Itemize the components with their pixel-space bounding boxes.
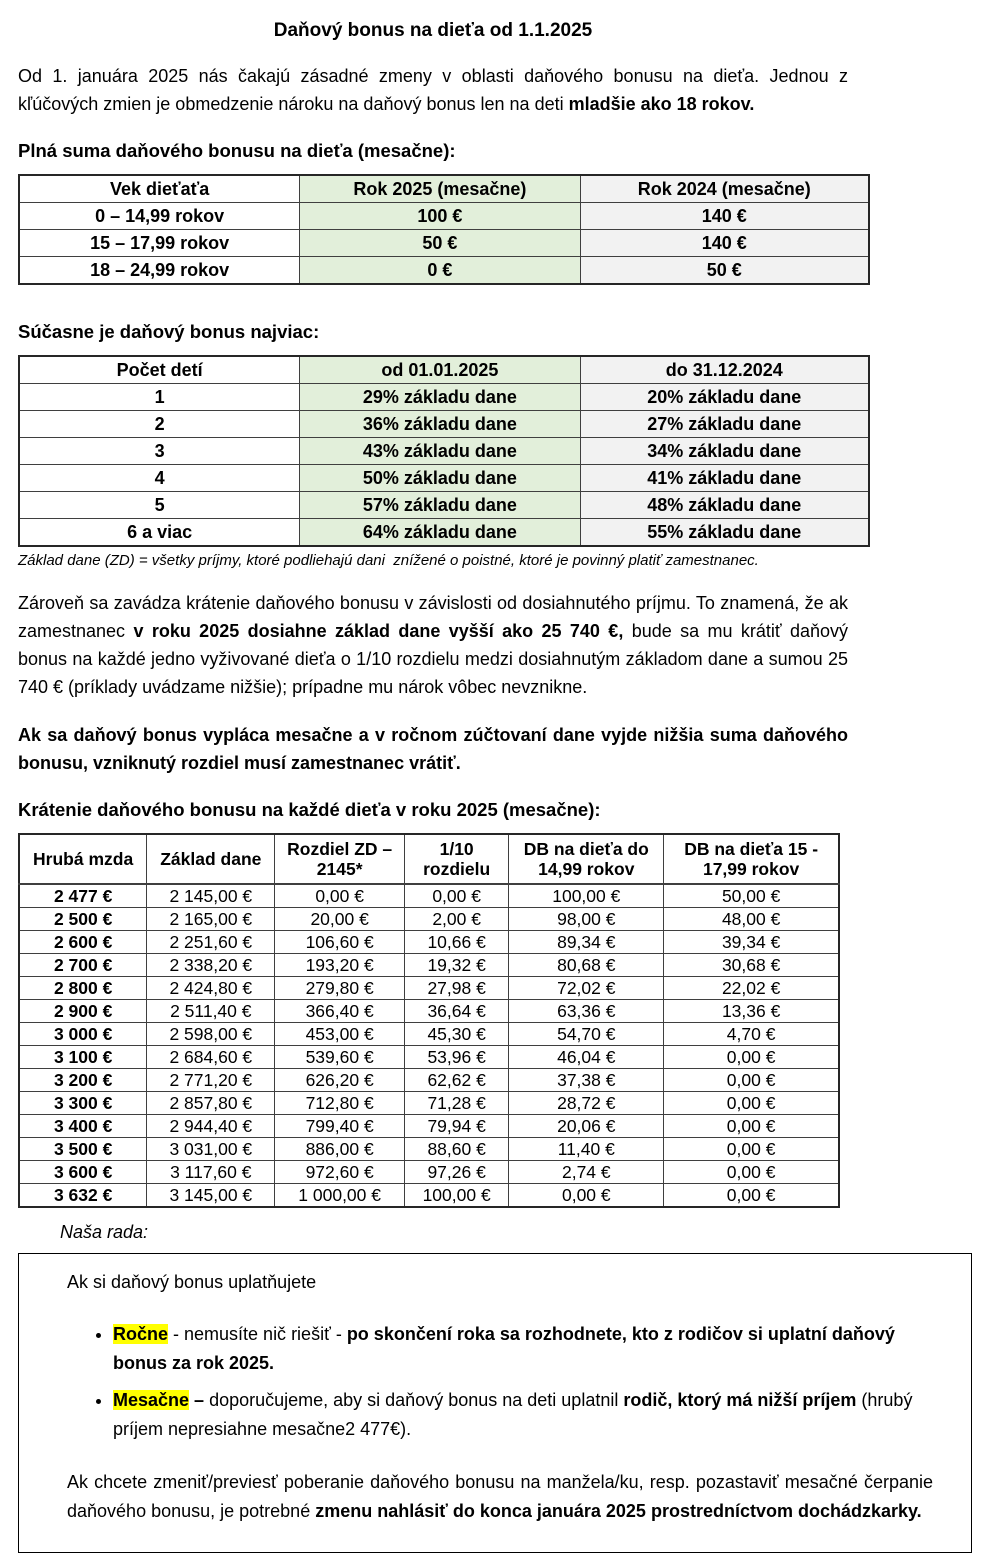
table-cell: 50,00 € — [664, 884, 839, 908]
table-row — [19, 492, 869, 519]
table-cell: 4 — [19, 465, 300, 492]
table-cell: 3 300 € — [19, 1092, 147, 1115]
table-cell: 28,72 € — [509, 1092, 664, 1115]
table-cell: 39,34 € — [664, 931, 839, 954]
table-cell: 3 500 € — [19, 1138, 147, 1161]
table-cell: 3 145,00 € — [147, 1184, 275, 1208]
table-cell: 0,00 € — [275, 884, 405, 908]
column-header-cell: Rozdiel ZD – 2145* — [275, 834, 405, 884]
table-cell: 0,00 € — [664, 1069, 839, 1092]
table-cell: 0,00 € — [664, 1115, 839, 1138]
table-cell: 62,62 € — [404, 1069, 508, 1092]
table-row — [19, 908, 839, 931]
refund-warning-paragraph: Ak sa daňový bonus vypláca mesačne a v ročnom zúčtovaní dane vyjde nižšia suma daňového bonusu, vzniknutý rozdiel musí zamestnanec vrátiť. — [18, 725, 848, 773]
monthly-highlight: Mesačne — [113, 1390, 190, 1410]
table-cell: 98,00 € — [509, 908, 664, 931]
yearly-text-normal: - nemusíte nič riešiť - — [168, 1324, 347, 1344]
table-row — [19, 954, 839, 977]
table-cell: 45,30 € — [404, 1023, 508, 1046]
column-header-cell: DB na dieťa do 14,99 rokov — [509, 834, 664, 884]
table-cell: 0 – 14,99 rokov — [19, 203, 300, 230]
table-row — [19, 1023, 839, 1046]
table-row — [19, 438, 869, 465]
table-cell: 18 – 24,99 rokov — [19, 257, 300, 285]
reduction-intro-paragraph — [18, 589, 848, 701]
table-cell: 2 424,80 € — [147, 977, 275, 1000]
table-cell: 100 € — [300, 203, 580, 230]
table-cell: 279,80 € — [275, 977, 405, 1000]
table-cell: 3 600 € — [19, 1161, 147, 1184]
table-cell: 10,66 € — [404, 931, 508, 954]
table-cell: 57% základu dane — [300, 492, 580, 519]
table-cell: 2 684,60 € — [147, 1046, 275, 1069]
table-cell: 2 944,40 € — [147, 1115, 275, 1138]
table-cell: 799,40 € — [275, 1115, 405, 1138]
table-cell: 3 031,00 € — [147, 1138, 275, 1161]
table-row — [19, 1069, 839, 1092]
reduction-text-normal-2: bude sa mu krátiť daňový bonus na každé jedno vyživované dieťa o 1/10 rozdielu medzi dosiahnutým základom dane a sumou 25 740 € (príklady uvádzame nižšie); prípadne mu nárok vôbec nevznikne. — [18, 621, 849, 697]
advice-box — [18, 1253, 972, 1553]
table-cell: 2 338,20 € — [147, 954, 275, 977]
table-cell: 71,28 € — [404, 1092, 508, 1115]
table-row — [19, 465, 869, 492]
advice-list — [67, 1320, 947, 1444]
table-cell: 22,02 € — [664, 977, 839, 1000]
table-cell: 2 857,80 € — [147, 1092, 275, 1115]
column-header-cell: do 31.12.2024 — [580, 356, 869, 384]
advice-item-yearly — [113, 1320, 947, 1378]
table-cell: 46,04 € — [509, 1046, 664, 1069]
monthly-text-normal-2: (hrubý príjem nepresiahne mesačne2 477€). — [113, 1390, 913, 1439]
table-cell: 13,36 € — [664, 1000, 839, 1023]
column-header-cell: Počet detí — [19, 356, 300, 384]
table-cell: 27% základu dane — [580, 411, 869, 438]
section-heading-percentages: Súčasne je daňový bonus najviac: — [18, 321, 320, 342]
table-cell: 0,00 € — [664, 1046, 839, 1069]
table-row — [19, 1184, 839, 1208]
full-amount-table — [18, 174, 870, 285]
table-cell: 100,00 € — [404, 1184, 508, 1208]
table-row — [19, 1161, 839, 1184]
table-cell: 0,00 € — [664, 1161, 839, 1184]
table-cell: 48,00 € — [664, 908, 839, 931]
column-header-cell: od 01.01.2025 — [300, 356, 580, 384]
table-cell: 0,00 € — [664, 1184, 839, 1208]
advice-item-monthly — [113, 1386, 947, 1444]
column-header-cell: Základ dane — [147, 834, 275, 884]
monthly-dash-bold: – — [189, 1390, 210, 1410]
table-cell: 3 100 € — [19, 1046, 147, 1069]
table-cell: 20% základu dane — [580, 384, 869, 411]
table-cell: 34% základu dane — [580, 438, 869, 465]
table-cell: 0,00 € — [404, 884, 508, 908]
table-row — [19, 1138, 839, 1161]
percentages-table-body — [19, 384, 869, 547]
table-cell: 4,70 € — [664, 1023, 839, 1046]
table-cell: 20,06 € — [509, 1115, 664, 1138]
table-cell: 0 € — [300, 257, 580, 285]
advice-closing-paragraph — [67, 1468, 933, 1526]
table-cell: 0,00 € — [664, 1138, 839, 1161]
table-row — [19, 203, 869, 230]
table-row — [19, 884, 839, 908]
table-cell: 106,60 € — [275, 931, 405, 954]
table-cell: 27,98 € — [404, 977, 508, 1000]
table-cell: 3 200 € — [19, 1069, 147, 1092]
table-cell: 55% základu dane — [580, 519, 869, 547]
table-cell: 80,68 € — [509, 954, 664, 977]
advice-intro: Ak si daňový bonus uplatňujete — [67, 1272, 317, 1292]
intro-text-normal: Od 1. januára 2025 nás čakajú zásadné zmeny v oblasti daňového bonusu na dieťa. Jednou z kľúčových zmien je obmedzenie nároku na daňový bonus len na deti — [18, 66, 848, 114]
table-cell: 1 — [19, 384, 300, 411]
table-cell: 97,26 € — [404, 1161, 508, 1184]
table-cell: 140 € — [580, 203, 869, 230]
yearly-highlight: Ročne — [113, 1324, 169, 1344]
table-cell: 2,74 € — [509, 1161, 664, 1184]
table-cell: 2 700 € — [19, 954, 147, 977]
table-cell: 712,80 € — [275, 1092, 405, 1115]
table-cell: 2 800 € — [19, 977, 147, 1000]
column-header-cell: Hrubá mzda — [19, 834, 147, 884]
reduction-table-head — [19, 834, 839, 884]
percentages-table — [18, 355, 870, 547]
header-row — [19, 356, 869, 384]
table-row — [19, 384, 869, 411]
table-cell: 140 € — [580, 230, 869, 257]
table-cell: 6 a viac — [19, 519, 300, 547]
table-cell: 886,00 € — [275, 1138, 405, 1161]
table-cell: 50 € — [300, 230, 580, 257]
closing-text-normal: Ak chcete zmeniť/previesť poberanie daňového bonusu na manžela/ku, resp. pozastaviť mesačné čerpanie daňového bonusu, je potrebné — [67, 1472, 933, 1521]
table-cell: 193,20 € — [275, 954, 405, 977]
table-cell: 100,00 € — [509, 884, 664, 908]
table-cell: 88,60 € — [404, 1138, 508, 1161]
table-row — [19, 931, 839, 954]
header-row — [19, 834, 839, 884]
table-row — [19, 519, 869, 547]
table-cell: 72,02 € — [509, 977, 664, 1000]
table-row — [19, 1000, 839, 1023]
closing-text-bold: zmenu nahlásiť do konca januára 2025 prostredníctvom dochádzkarky. — [315, 1501, 922, 1521]
table-cell: 64% základu dane — [300, 519, 580, 547]
column-header-cell: DB na dieťa 15 - 17,99 rokov — [664, 834, 839, 884]
table-cell: 2 251,60 € — [147, 931, 275, 954]
table-row — [19, 977, 839, 1000]
table-cell: 626,20 € — [275, 1069, 405, 1092]
table-cell: 15 – 17,99 rokov — [19, 230, 300, 257]
advice-label: Naša rada: — [60, 1222, 149, 1242]
table-cell: 2 165,00 € — [147, 908, 275, 931]
table-cell: 1 000,00 € — [275, 1184, 405, 1208]
reduction-text-normal-1: Zároveň sa zavádza krátenie daňového bonusu v závislosti od dosiahnutého príjmu. To znamená, že ak zamestnanec — [18, 593, 848, 641]
table-cell: 63,36 € — [509, 1000, 664, 1023]
table-row — [19, 257, 869, 285]
table-cell: 36% základu dane — [300, 411, 580, 438]
section-heading-full-amount: Plná suma daňového bonusu na dieťa (mesačne): — [18, 140, 456, 161]
monthly-text-bold: rodič, ktorý má nižší príjem — [623, 1390, 857, 1410]
table-cell: 79,94 € — [404, 1115, 508, 1138]
table-cell: 3 117,60 € — [147, 1161, 275, 1184]
table-cell: 2 145,00 € — [147, 884, 275, 908]
table-row — [19, 1115, 839, 1138]
table-cell: 2 600 € — [19, 931, 147, 954]
table-cell: 20,00 € — [275, 908, 405, 931]
table-cell: 366,40 € — [275, 1000, 405, 1023]
table-cell: 3 400 € — [19, 1115, 147, 1138]
header-row — [19, 175, 869, 203]
table-cell: 3 — [19, 438, 300, 465]
table-cell: 3 000 € — [19, 1023, 147, 1046]
table-cell: 2 — [19, 411, 300, 438]
table-cell: 2 900 € — [19, 1000, 147, 1023]
table-cell: 2 511,40 € — [147, 1000, 275, 1023]
table-cell: 453,00 € — [275, 1023, 405, 1046]
table-cell: 30,68 € — [664, 954, 839, 977]
column-header-cell: Rok 2025 (mesačne) — [300, 175, 580, 203]
column-header-cell: Vek dieťaťa — [19, 175, 300, 203]
tax-base-footnote: Základ dane (ZD) = všetky príjmy, ktoré podliehajú dani znížené o poistné, ktoré je povinný platiť zamestnanec. — [18, 552, 759, 569]
table-cell: 972,60 € — [275, 1161, 405, 1184]
table-cell: 43% základu dane — [300, 438, 580, 465]
table-cell: 2 477 € — [19, 884, 147, 908]
full-amount-table-head — [19, 175, 869, 203]
table-cell: 2,00 € — [404, 908, 508, 931]
column-header-cell: 1/10 rozdielu — [404, 834, 508, 884]
reduction-table-body — [19, 884, 839, 1207]
reduction-table — [18, 833, 840, 1208]
percentages-table-head — [19, 356, 869, 384]
yearly-text-bold: po skončení roka sa rozhodnete, kto z rodičov si uplatní daňový bonus za rok 2025. — [113, 1324, 895, 1373]
table-cell: 5 — [19, 492, 300, 519]
table-cell: 37,38 € — [509, 1069, 664, 1092]
table-cell: 19,32 € — [404, 954, 508, 977]
reduction-text-bold: v roku 2025 dosiahne základ dane vyšší ako 25 740 €, — [133, 621, 624, 641]
table-row — [19, 1092, 839, 1115]
full-amount-table-body — [19, 203, 869, 285]
table-cell: 11,40 € — [509, 1138, 664, 1161]
table-cell: 539,60 € — [275, 1046, 405, 1069]
table-cell: 50% základu dane — [300, 465, 580, 492]
table-cell: 2 500 € — [19, 908, 147, 931]
table-cell: 29% základu dane — [300, 384, 580, 411]
table-cell: 3 632 € — [19, 1184, 147, 1208]
table-cell: 53,96 € — [404, 1046, 508, 1069]
table-row — [19, 1046, 839, 1069]
table-cell: 48% základu dane — [580, 492, 869, 519]
table-cell: 50 € — [580, 257, 869, 285]
table-row — [19, 411, 869, 438]
column-header-cell: Rok 2024 (mesačne) — [580, 175, 869, 203]
table-cell: 89,34 € — [509, 931, 664, 954]
table-cell: 54,70 € — [509, 1023, 664, 1046]
section-heading-reduction: Krátenie daňového bonusu na každé dieťa v roku 2025 (mesačne): — [18, 799, 601, 820]
table-cell: 0,00 € — [664, 1092, 839, 1115]
table-cell: 2 771,20 € — [147, 1069, 275, 1092]
intro-paragraph — [18, 62, 848, 118]
table-row — [19, 230, 869, 257]
intro-text-bold: mladšie ako 18 rokov. — [568, 94, 755, 114]
table-cell: 41% základu dane — [580, 465, 869, 492]
doc-title: Daňový bonus na dieťa od 1.1.2025 — [273, 20, 593, 41]
table-cell: 2 598,00 € — [147, 1023, 275, 1046]
monthly-text-normal-1: doporučujeme, aby si daňový bonus na deti uplatnil — [209, 1390, 624, 1410]
table-cell: 36,64 € — [404, 1000, 508, 1023]
table-cell: 0,00 € — [509, 1184, 664, 1208]
